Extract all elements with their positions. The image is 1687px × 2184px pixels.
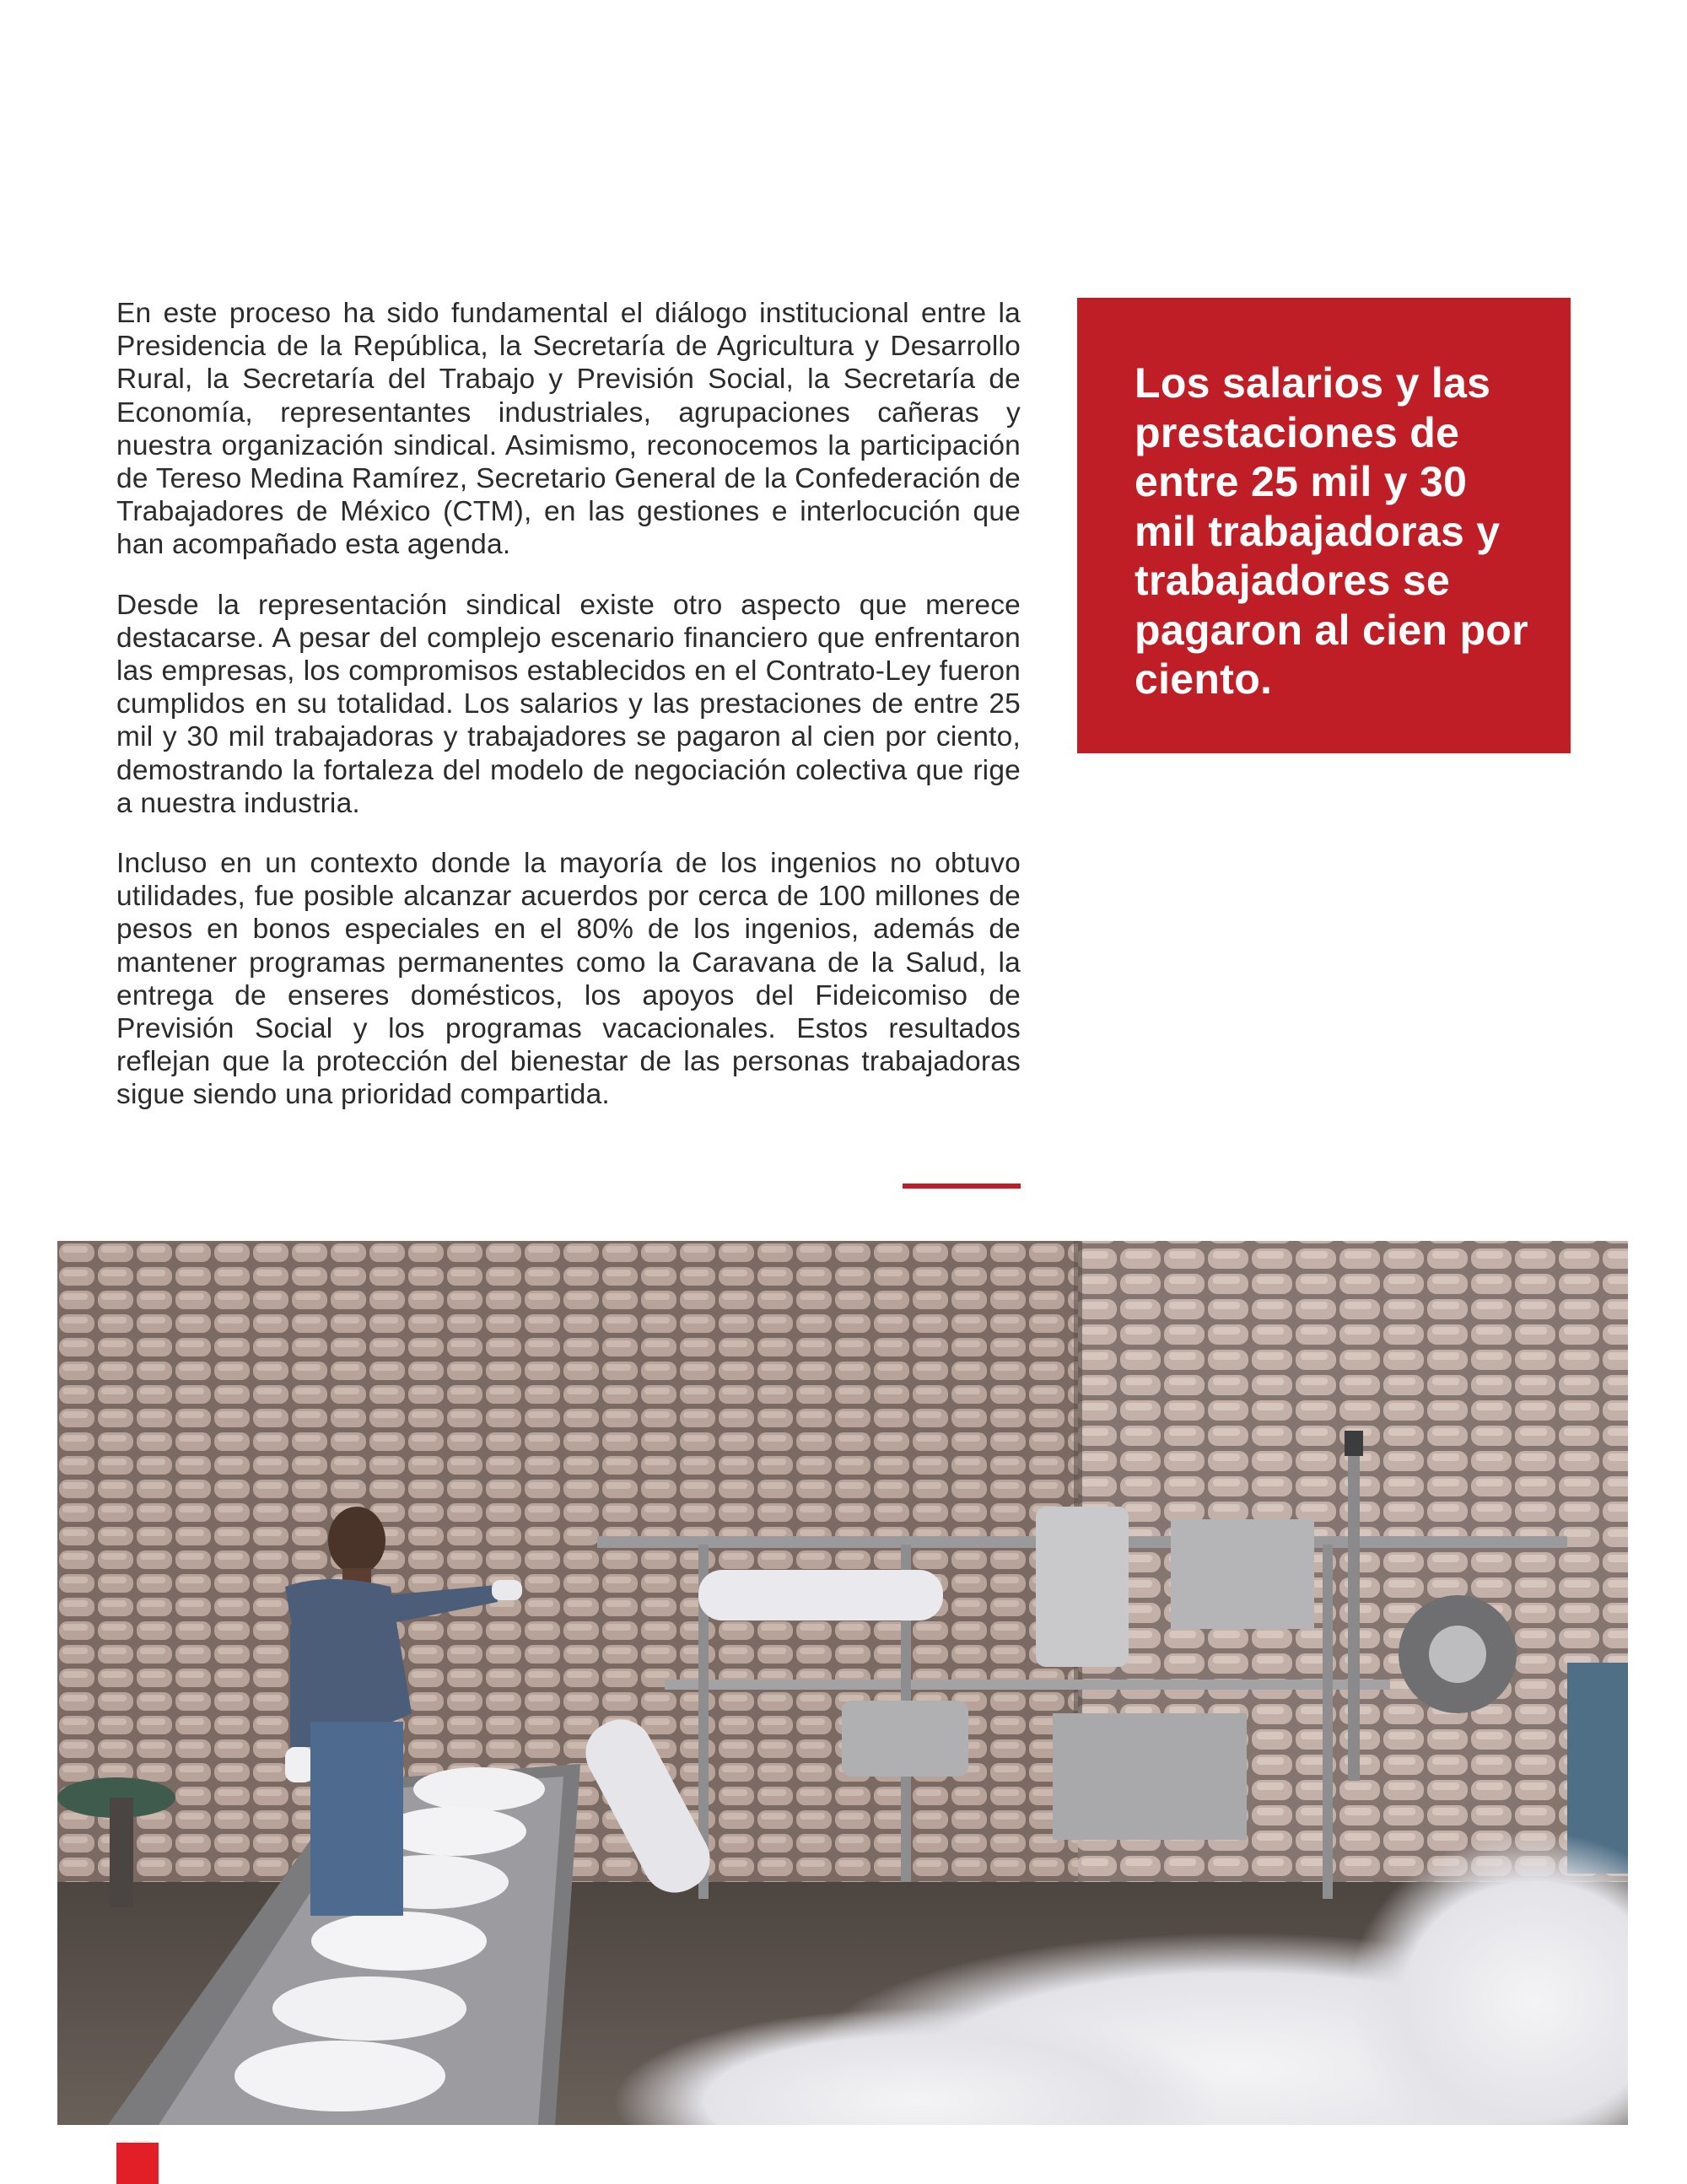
pull-quote-box <box>1077 298 1571 753</box>
paragraph-dialogo: En este proceso ha sido fundamental el diálogo institucional entre la Presidencia de la República, la Secretaría de Agricultura y Desarrollo Rural, la Secretaría del Trabajo y Previsión Social, la Secretaría de Economía, representantes industriales, agrupaciones cañeras y nuestra organización sindical. Asimismo, reconocemos la participación de Tereso Medina Ramírez, Secretario General de la Confederación de Trabajadores de México (CTM), en las gestiones e interlocución que han acompañado esta agenda. <box>116 298 1021 561</box>
paragraph-ingenios: Incluso en un contexto donde la mayoría de los ingenios no obtuvo utilidades, fue posible alcanzar acuerdos por cerca de 100 millones de pesos en bonos especiales en el 80% de los ingenios, además de mantener programas permanentes como la Caravana de la Salud, la entrega de enseres domésticos, los apoyos del Fideicomiso de Previsión Social y los programas vacacionales. Estos resultados reflejan que la protección del bienestar de las personas trabajadoras sigue siendo una prioridad compartida. <box>116 848 1021 1111</box>
corner-accent-square <box>116 2143 159 2184</box>
sugar-warehouse-photo <box>57 1241 1628 2125</box>
pull-quote-text: Los salarios y las prestaciones de entre 25 mil y 30 mil trabajadoras y trabajadores se pagaron al cien por ciento. <box>1135 359 1528 703</box>
section-divider <box>903 1184 1021 1189</box>
warehouse-illustration <box>57 1241 1628 2125</box>
article-body <box>116 297 1021 1139</box>
paragraph-representacion: Desde la representación sindical existe otro aspecto que merece destacarse. A pesar del complejo escenario financiero que enfrentaron las empresas, los compromisos establecidos en el Contrato-Ley fueron cumplidos en su totalidad. Los salarios y las prestaciones de entre 25 mil y 30 mil trabajadoras y trabajadores se pagaron al cien por ciento, demostrando la fortaleza del modelo de negociación colectiva que rige a nuestra industria. <box>116 589 1021 819</box>
